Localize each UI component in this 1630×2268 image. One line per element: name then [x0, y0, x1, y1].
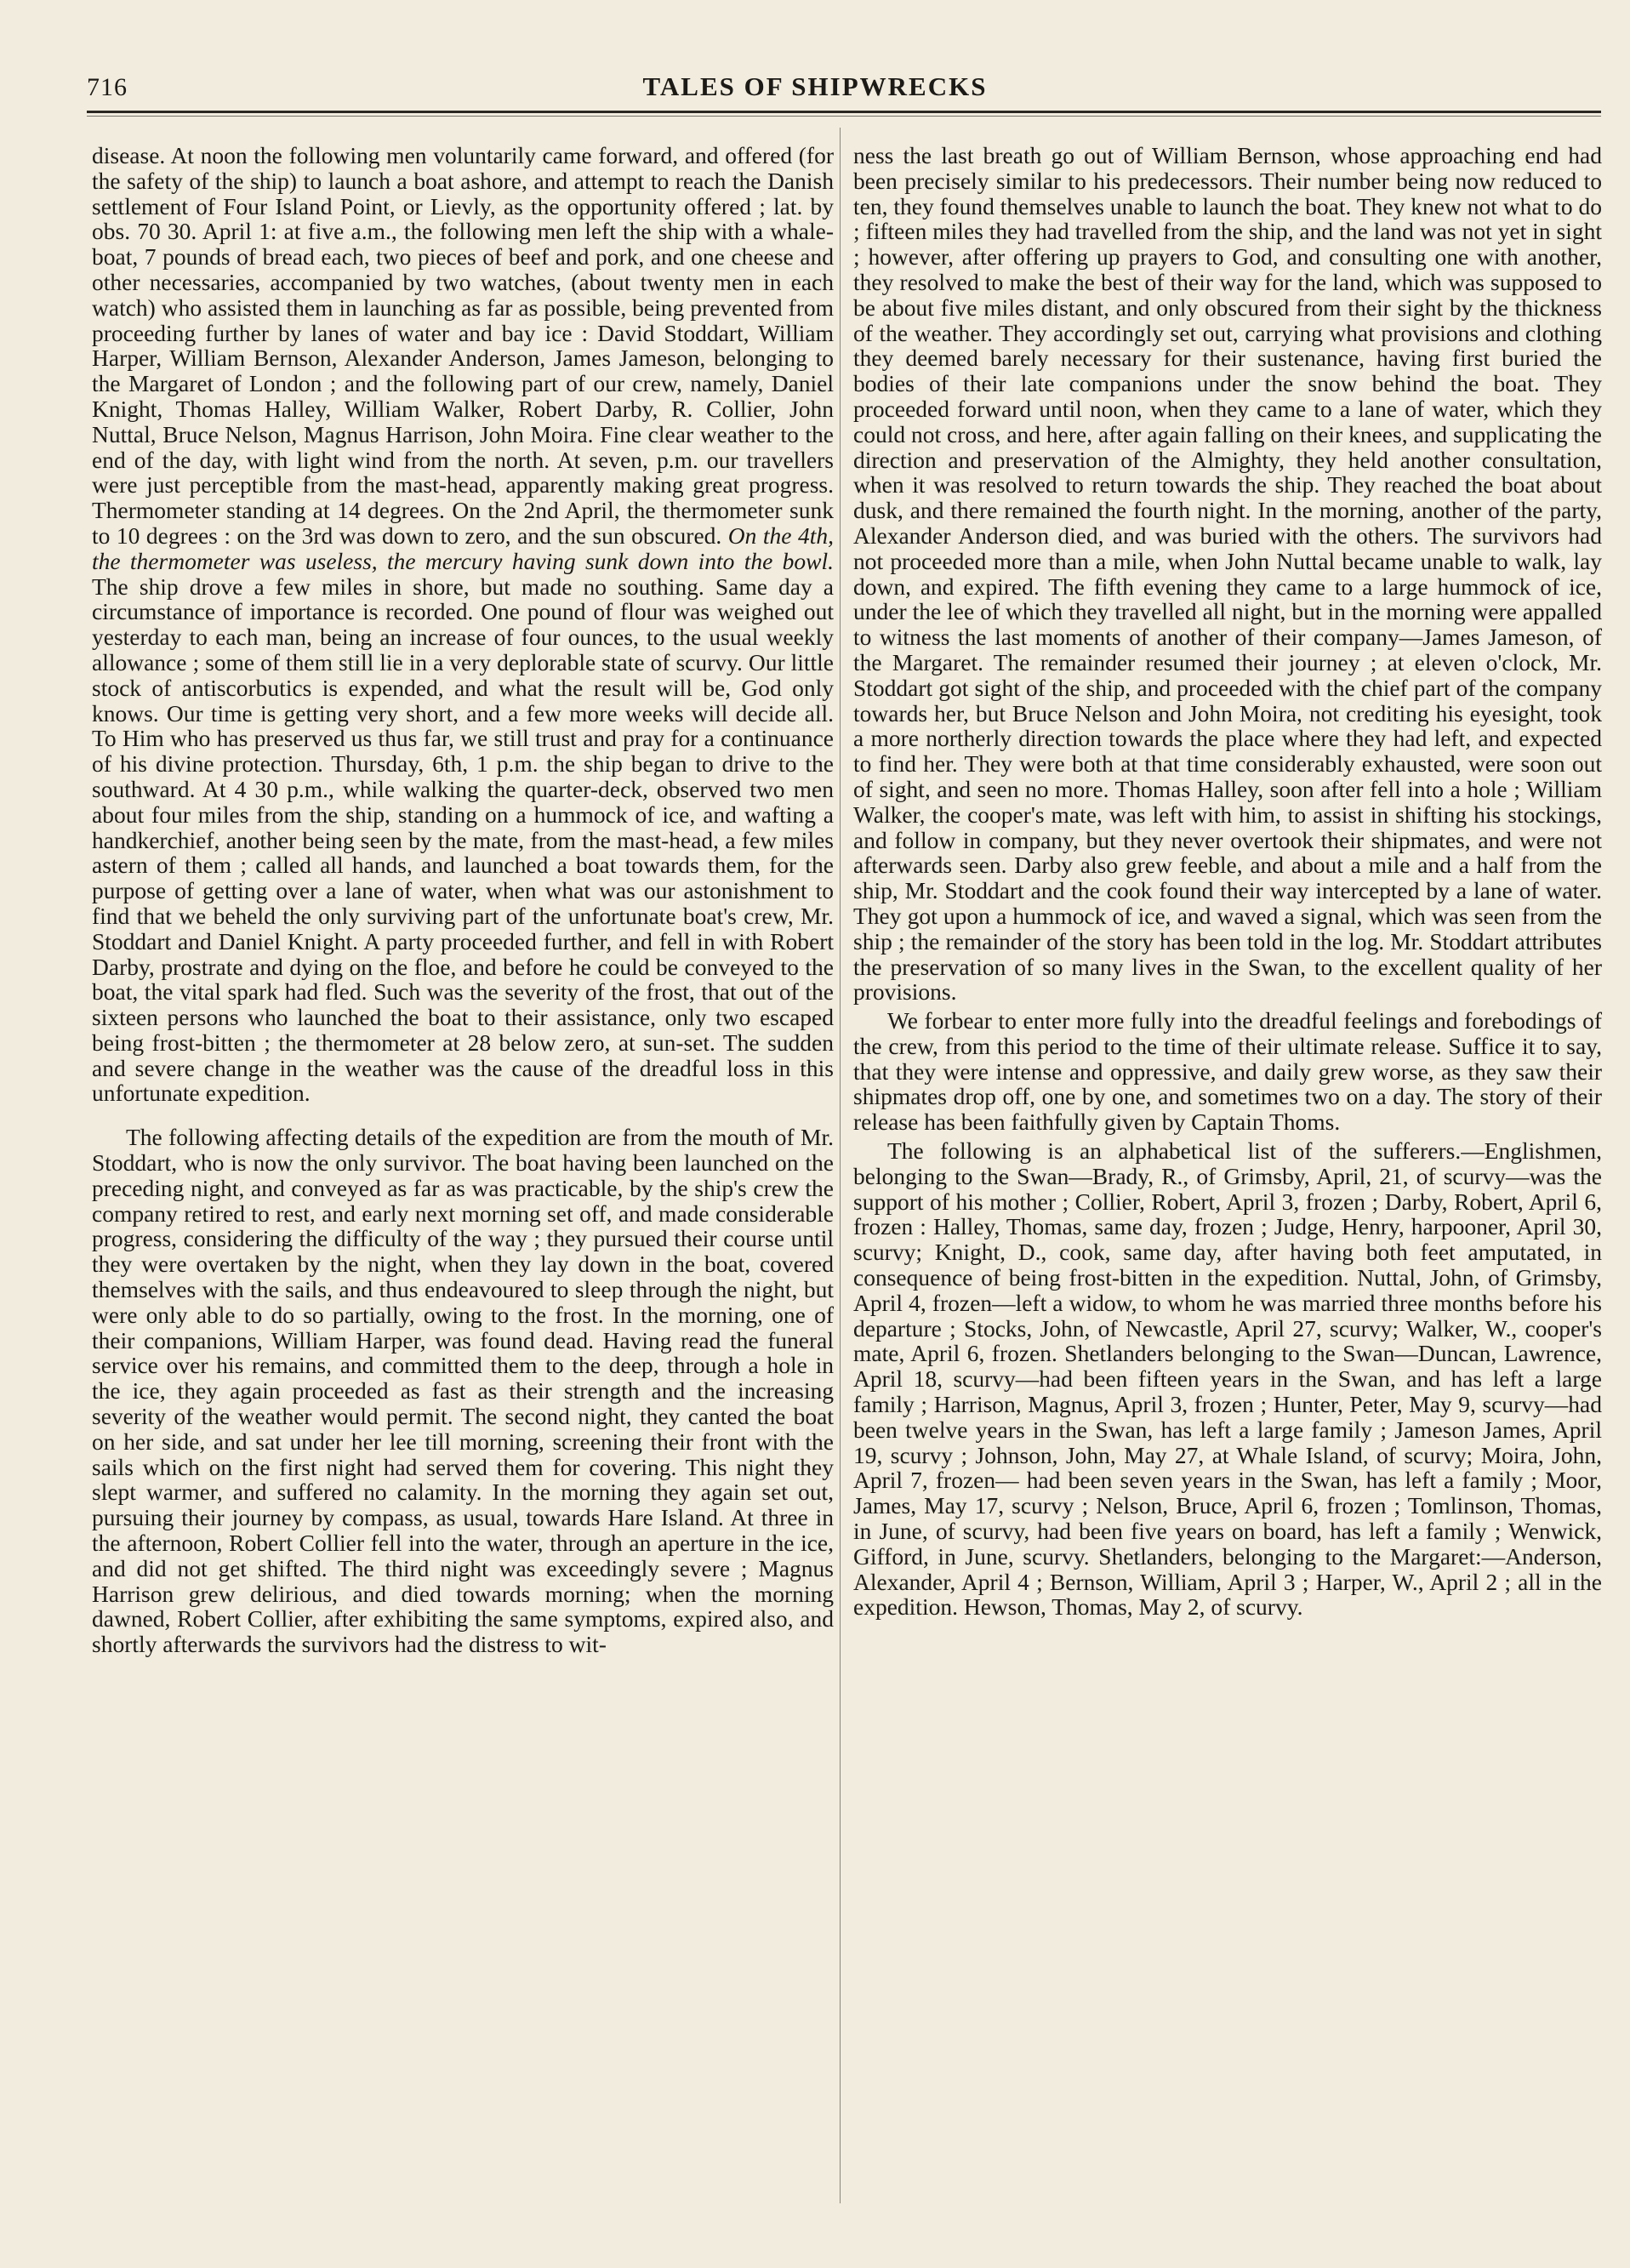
paragraph-text: disease. At noon the following men voluntarily came forward, and offered (for the safety of the ship) to launch a boat ashore, and attempt to reach the Danish settlement of Four Island Point, or Lievly, as the opportunity offered ; lat. by obs. 70 30. April 1: at five a.m., the following men left the ship with a whale-boat, 7 pounds of bread each, two pieces of beef and pork, and one cheese and other necessaries, accompanied by two watches, (about twenty men in each watch) who assisted them in launching as far as possible, being prevented from proceeding further by lanes of water and bay ice : David Stoddart, William Harper, William Bernson, Alexander Anderson, James Jameson, belonging to the Margaret of London ; and the following part of our crew, namely, Daniel Knight, Thomas Halley, William Walker, Robert Darby, R. Collier, John Nuttal, Bruce Nelson, Magnus Harrison, John Moira. Fine clear weather to the end of the day, with light wind from the north. At seven, p.m. our travellers were just perceptible from the mast-head, apparently making great progress. Thermometer standing at 14 degrees. On the 2nd April, the thermometer sunk to 10 degrees : on the 3rd was down to zero, and the sun obscured. — [92, 142, 834, 549]
paragraph-text: The ship drove a few miles in shore, but made no southing. Same day a circumstance of importance is recorded. One pound of flour was weighed out yesterday to each man, being an increase of four ounces, to the usual weekly allowance ; some of them still lie in a very deplorable state of scurvy. Our little stock of antiscorbutics is expended, and what the result will be, God only knows. Our time is getting very short, and a few more weeks will decide all. To Him who has preserved us thus far, we still trust and pray for a continuance of his divine protection. Thursday, 6th, 1 p.m. the ship began to drive to the southward. At 4 30 p.m., while walking the quarter-deck, observed two men about four miles from the ship, standing on a hummock of ice, and wafting a handkerchief, another being seen by the mate, from the mast-head, a few miles astern of them ; called all hands, and launched a boat towards them, for the purpose of getting over a lane of water, when what was our astonishment to find that we beheld the only surviving part of the unfortunate boat's crew, Mr. Stoddart and Daniel Knight. A party proceeded further, and fell in with Robert Darby, prostrate and dying on the floe, and before he could be conveyed to the boat, the vital spark had fled. Such was the severity of the frost, that out of the sixteen persons who launched the boat to their assistance, only two escaped being frost-bitten ; the thermometer at 28 below zero, at sun-set. The sudden and severe change in the weather was the cause of the dreadful loss in this unfortunate expedition. — [92, 573, 834, 1107]
page-header — [0, 0, 1630, 119]
header-rule-thin — [87, 116, 1601, 117]
left-column — [92, 143, 834, 1661]
column-divider — [840, 128, 841, 2203]
paragraph: The following affecting details of the expedition are from the mouth of Mr. Stoddart, who is now the only survivor. The boat having been launched on the preceding night, and conveyed as far as was practicable, by the ship's crew the company retired to rest, and early next morning set off, and made considerable progress, considering the difficulty of the way ; they pursued their course until they were overtaken by the night, when they lay down in the boat, covered themselves with the sails, and thus endeavoured to sleep through the night, but were only able to do so partially, owing to the frost. In the morning, one of their companions, William Harper, was found dead. Having read the funeral service over his remains, and committed them to the deep, through a hole in the ice, they again proceeded as fast as their strength and the increasing severity of the weather would permit. The second night, they canted the boat on her side, and sat under her lee till morning, screening their front with the sails which on the first night had served them for covering. This night they slept warmer, and suffered no calamity. In the morning they again set out, pursuing their journey by compass, as usual, towards Hare Island. At three in the afternoon, Robert Collier fell into the water, through an aperture in the ice, and did not get shifted. The third night was exceedingly severe ; Magnus Harrison grew delirious, and died towards morning; when the morning dawned, Robert Collier, after exhibiting the same symptoms, expired also, and shortly afterwards the survivors had the distress to wit- — [92, 1124, 834, 1658]
page-number: 716 — [87, 73, 128, 101]
italic-note: On the 4th, the thermometer was useless, the mercury having sunk down into the bowl. — [92, 521, 835, 574]
paragraph — [92, 143, 834, 1106]
paragraph: We forbear to enter more fully into the dreadful feelings and forebodings of the crew, from this period to the time of their ultimate release. Suffice it to say, that they were intense and oppressive, and daily grew worse, as they saw their shipmates drop off, one by one, and sometimes two on a day. The story of their release has been faithfully given by Captain Thoms. — [853, 1007, 1602, 1136]
header-rule — [87, 111, 1601, 113]
paragraph: ness the last breath go out of William Bernson, whose approaching end had been precisely similar to his predecessors. Their number being now reduced to ten, they found themselves unable to launch the boat. They knew not what to do ; fifteen miles they had travelled from the ship, and the land was not yet in sight ; however, after offering up prayers to God, and consulting one with another, they resolved to make the best of their way for the land, which was supposed to be about five miles distant, and only obscured from their sight by the thickness of the weather. They accordingly set out, carrying what provisions and clothing they deemed barely necessary for their sustenance, having first buried the bodies of their late companions under the snow behind the boat. They proceeded forward until noon, when they came to a lane of water, which they could not cross, and here, after again falling on their knees, and supplicating the direction and preservation of the Almighty, they held another consultation, when it was resolved to return towards the ship. They reached the boat about dusk, and there remained the fourth night. In the morning, another of the party, Alexander Anderson died, and was buried with the others. The survivors had not proceeded more than a mile, when John Nuttal became unable to walk, lay down, and expired. The fifth evening they came to a large hummock of ice, under the lee of which they travelled all night, but in the morning were appalled to witness the last moments of another of their company—James Jameson, of the Margaret. The remainder resumed their journey ; at eleven o'clock, Mr. Stoddart got sight of the ship, and proceeded with the chief part of the company towards her, but Bruce Nelson and John Moira, not crediting his eyesight, took a more northerly direction towards the place where they had left, and expected to find her. They were both at that time considerably exhausted, were soon out of sight, and seen no more. Thomas Halley, soon after fell into a hole ; William Walker, the cooper's mate, was left with him, to assist in shifting his stockings, and follow in company, but they never overtook their shipmates, and were not afterwards seen. Darby also grew feeble, and about a mile and a half from the ship, Mr. Stoddart and the cook found their way intercepted by a lane of water. They got upon a hummock of ice, and waved a signal, which was seen from the ship ; the remainder of the story has been told in the log. Mr. Stoddart attributes the preservation of so many lives in the Swan, to the excellent quality of her provisions. — [853, 142, 1602, 1006]
running-title: TALES OF SHIPWRECKS — [642, 71, 988, 101]
right-column — [853, 143, 1602, 1623]
paragraph: The following is an alphabetical list of the sufferers.—Englishmen, belonging to the Swan—Brady, R., of Grimsby, April, 21, of scurvy—was the support of his mother ; Collier, Robert, April 3, frozen ; Darby, Robert, April 6, frozen : Halley, Thomas, same day, frozen ; Judge, Henry, harpooner, April 30, scurvy; Knight, D., cook, same day, after having both feet amputated, in consequence of being frost-bitten in the expedition. Nuttal, John, of Grimsby, April 4, frozen—left a widow, to whom he was married three months before his departure ; Stocks, John, of Newcastle, April 27, scurvy; Walker, W., cooper's mate, April 6, frozen. Shetlanders belonging to the Swan—Duncan, Lawrence, April 18, scurvy—had been fifteen years in the Swan, and has left a large family ; Harrison, Magnus, April 3, frozen ; Hunter, Peter, May 9, scurvy—had been twelve years in the Swan, has left a large family ; Jameson James, April 19, scurvy ; Johnson, John, May 27, at Whale Island, of scurvy; Moira, John, April 7, frozen— had been seven years in the Swan, has left a family ; Moor, James, May 17, scurvy ; Nelson, Bruce, April 6, frozen ; Tomlinson, Thomas, in June, of scurvy, had been five years on board, has left a family ; Wenwick, Gifford, in June, scurvy. Shetlanders, belonging to the Margaret:—Anderson, Alexander, April 4 ; Bernson, William, April 3 ; Harper, W., April 2 ; all in the expedition. Hewson, Thomas, May 2, of scurvy. — [853, 1137, 1602, 1621]
